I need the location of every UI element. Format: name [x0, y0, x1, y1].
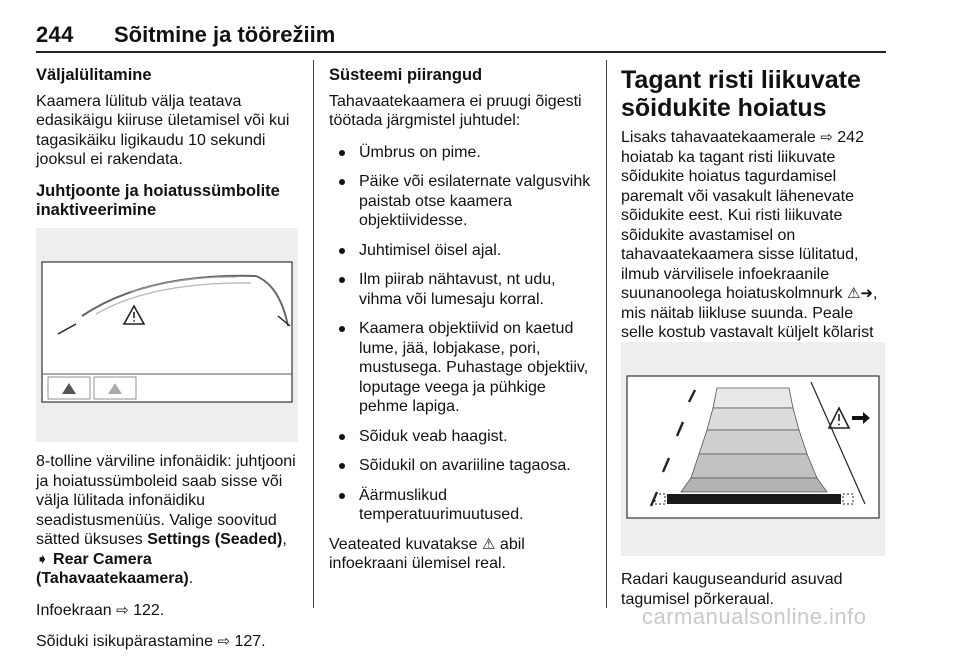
heading-cross-traffic: Tagant risti liikuvate sõidukite hoiatus: [621, 66, 861, 122]
list-item: Äärmuslikud temperatuurimuutused.: [329, 486, 595, 525]
list-item: Sõidukil on avariiline tagaosa.: [329, 456, 595, 476]
camera-display-figure: [36, 228, 298, 442]
warning-triangle-icon: ⚠: [482, 535, 496, 553]
column-2: [329, 66, 595, 586]
paragraph-limits-intro: Tahavaatekaamera ei pruugi õigesti töötada järgmistel juhtudel:: [329, 92, 582, 129]
rear-camera-label: Rear Camera (Tahavaatekaamera): [36, 550, 189, 587]
camera-display-illustration: [36, 228, 298, 442]
list-item: Juhtimisel öisel ajal.: [329, 241, 595, 261]
heading-deactivation: Väljalülitamine: [36, 66, 152, 84]
list-item: Kaamera objektiivid on kaetud lume, jää, lobjakase, pori, mustusega. Puhastage objektiiv, loputage veega ja pühkige pehme lapiga.: [329, 319, 595, 417]
column-1: [36, 66, 302, 231]
column-3: [621, 66, 887, 374]
menu-arrow-icon: ➧: [36, 550, 49, 568]
reference-info-display: Infoekraan ⇨ 122.: [36, 601, 165, 619]
paragraph-cross-traffic: Lisaks tahavaatekaamerale ⇨ 242 hoiatab ka tagant risti liikuvate sõidukite hoiatus tagurdamisel paremalt või vasakult lähenevate sõidukite eest. Kui risti liikuvate sõidukite avastamisel on tahavaatekaamera sisse lülitatud, ilmub värvilisele infoekraanile suunanoolega hoiatuskolmnurk ⚠➜, mis näitab liikluse suunda. Peale selle kostub vastavalt küljelt kõlarist: [621, 129, 878, 341]
heading-guidelines: Juhtjoonte ja hoiatussümbolite inaktiveerimine: [36, 181, 280, 219]
list-item: Ümbrus on pime.: [329, 143, 595, 163]
heading-limits: Süsteemi piirangud: [329, 66, 483, 84]
limits-list: [329, 143, 595, 525]
column-1-lower: [36, 452, 302, 664]
reference-arrow-icon: ⇨: [116, 601, 129, 619]
reference-personalization: Sõiduki isikupärastamine ⇨ 127.: [36, 633, 266, 650]
paragraph-info-display: 8-tolline värviline infonäidik: juhtjooni ja hoiatussümboleid saab sisse või välja lülitada infonäidiku seadistusmenüüs. Valige soovitud sätted üksuses Settings (Seaded), ➧ Rear Camera (Tahavaatekaamera).: [36, 453, 296, 587]
distance-bar: [667, 494, 841, 504]
cross-traffic-illustration: [621, 342, 885, 556]
column-divider: [313, 60, 314, 608]
settings-label: Settings (Seaded): [147, 531, 283, 548]
list-item: Sõiduk veab haagist.: [329, 427, 595, 447]
cross-traffic-warning-icon: ⚠➜: [846, 285, 873, 302]
reference-arrow-icon: ⇨: [217, 633, 231, 650]
page-number: 244: [36, 22, 74, 47]
cross-traffic-figure: [621, 342, 885, 556]
header-divider: [36, 51, 886, 53]
list-item: Ilm piirab nähtavust, nt udu, vihma või lumesaju korral.: [329, 270, 595, 309]
paragraph-warnings: Veateated kuvatakse ⚠ abil infoekraani ülemisel real.: [329, 535, 525, 572]
list-item: Päike või esilaternate valgusvihk paistab otse kaamera objektiividesse.: [329, 172, 595, 231]
chapter-title: Sõitmine ja töörežiim: [114, 22, 336, 47]
paragraph-deactivation: Kaamera lülitub välja teatava edasikäigu kiiruse ületamisel või kui tagasikäiku ligikaudu 10 sekundi jooksul ei rakendata.: [36, 92, 290, 168]
reference-arrow-icon: ⇨: [820, 129, 833, 146]
paragraph-radar: Radari kauguseandurid asuvad tagumisel põrkeraual.: [621, 571, 843, 608]
column-divider: [606, 60, 607, 608]
watermark: carmanualsonline.info: [642, 604, 867, 629]
